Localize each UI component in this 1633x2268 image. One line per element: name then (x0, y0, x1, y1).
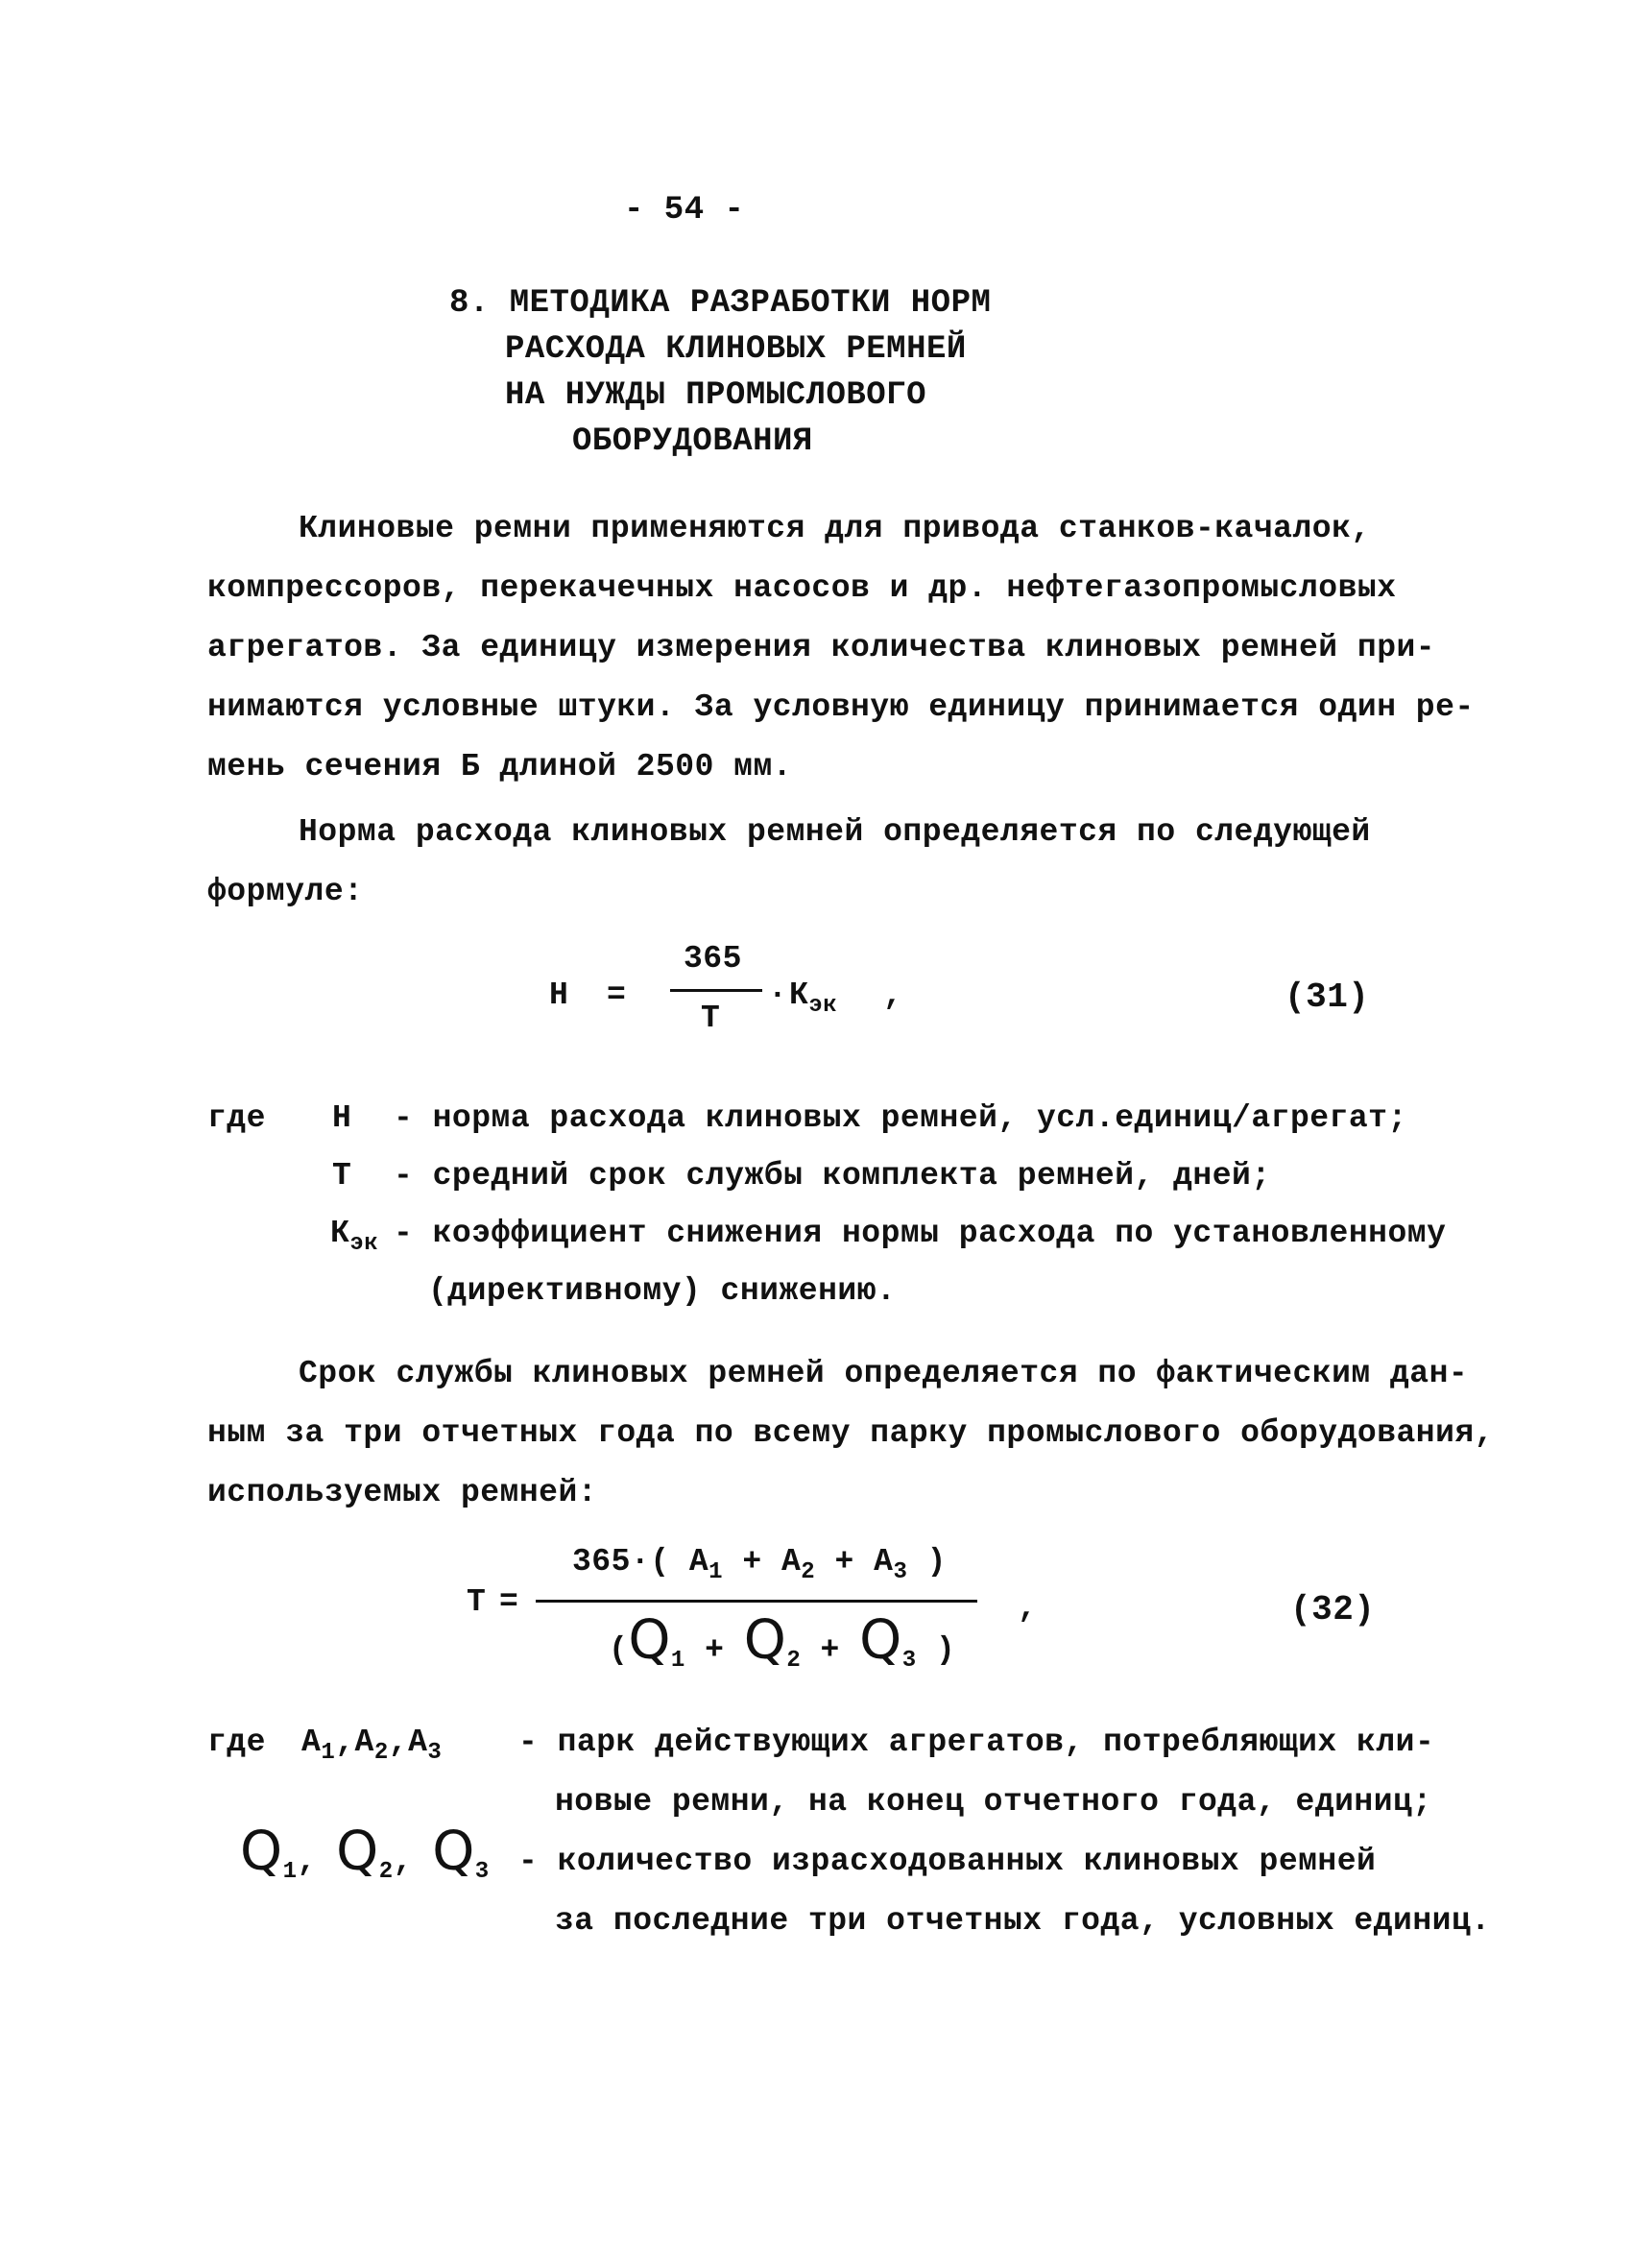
paragraph-line: формуле: (207, 874, 364, 909)
def-symbol-sub: эк (349, 1231, 379, 1257)
where-label: где (207, 1100, 266, 1136)
def-symbol-a: $А_1,А_2,А_3$ (301, 1725, 443, 1766)
paragraph-line: ным за три отчетных года по всему парку промыслового оборудования, (207, 1415, 1495, 1451)
paragraph-3 (207, 1344, 1495, 1523)
def-symbol: Н (332, 1100, 352, 1136)
heading-line-3: НА НУЖДЫ ПРОМЫСЛОВОГО (505, 377, 926, 414)
paragraph-line: мень сечения Б длиной 2500 мм. (207, 749, 793, 784)
paragraph-line: Клиновые ремни применяются для привода станков-качалок, (299, 511, 1371, 546)
heading-line-4: ОБОРУДОВАНИЯ (572, 423, 813, 460)
paragraph-line: Норма расхода клиновых ремней определяется по следующей (299, 814, 1371, 850)
formula-31-k: $К_{эк}$ (789, 977, 838, 1019)
paragraph-line: используемых ремней: (207, 1475, 598, 1510)
paragraph-1 (207, 499, 1475, 797)
formula-31-numerator: 365 (684, 941, 742, 977)
formula-32-numerator: 365·( $А_1 + А_2 + А_3$ ) (572, 1544, 947, 1585)
formula-32-lhs: Т (467, 1584, 487, 1620)
formula-31-equals: = (607, 977, 627, 1013)
formula-32-comma: , (1018, 1590, 1038, 1626)
fraction-bar (536, 1600, 977, 1603)
def-text: за последние три отчетных года, условных единиц. (555, 1903, 1491, 1939)
paragraph-2 (207, 803, 1436, 922)
formula-32-equals: = (499, 1584, 519, 1620)
formula-31-k-sub: эк (808, 993, 838, 1019)
formula-31-dot: · (768, 977, 788, 1013)
heading-line-2: РАСХОДА КЛИНОВЫХ РЕМНЕЙ (505, 331, 967, 368)
def-symbol: Т (332, 1158, 352, 1194)
section-heading (449, 280, 991, 465)
def-text: - парк действующих агрегатов, потребляющих кли- (518, 1725, 1435, 1760)
def-text: - коэффициент снижения нормы расхода по установленному (394, 1216, 1447, 1251)
heading-line-1: 8. МЕТОДИКА РАЗРАБОТКИ НОРМ (449, 285, 992, 322)
def-text-continuation: (директивному) снижению. (428, 1273, 897, 1309)
paragraph-line: Срок службы клиновых ремней определяется по фактическим дан- (299, 1356, 1469, 1391)
page-number: - 54 - (624, 192, 745, 229)
paragraph-line: агрегатов. За единицу измерения количества клиновых ремней при- (207, 630, 1436, 665)
formula-31-comma: , (883, 977, 903, 1013)
def-text: - средний срок службы комплекта ремней, дней; (394, 1158, 1271, 1194)
formula-32-denominator: ($Q_1 + Q_2 + Q_3$ ) (609, 1609, 956, 1674)
def-text: новые ремни, на конец отчетного года, единиц; (555, 1784, 1432, 1820)
formula-31-denominator: Т (701, 1001, 721, 1036)
def-text: - количество израсходованных клиновых ремней (518, 1844, 1377, 1879)
def-symbol: $К_{эк}$ (330, 1216, 379, 1257)
def-text: - норма расхода клиновых ремней, усл.единиц/агрегат; (394, 1100, 1407, 1136)
formula-32-number: (32) (1290, 1590, 1376, 1629)
formula-31-lhs: Н (549, 977, 569, 1013)
paragraph-line: компрессоров, перекачечных насосов и др. нефтегазопромысловых (207, 570, 1397, 606)
def-symbol-q: $Q_1$, $Q_2$, $Q_3$ (240, 1821, 490, 1885)
paragraph-line: нимаются условные штуки. За условную единицу принимается один ре- (207, 689, 1475, 725)
where-label: где (207, 1725, 266, 1760)
formula-31-number: (31) (1285, 977, 1370, 1017)
fraction-bar (670, 989, 762, 992)
